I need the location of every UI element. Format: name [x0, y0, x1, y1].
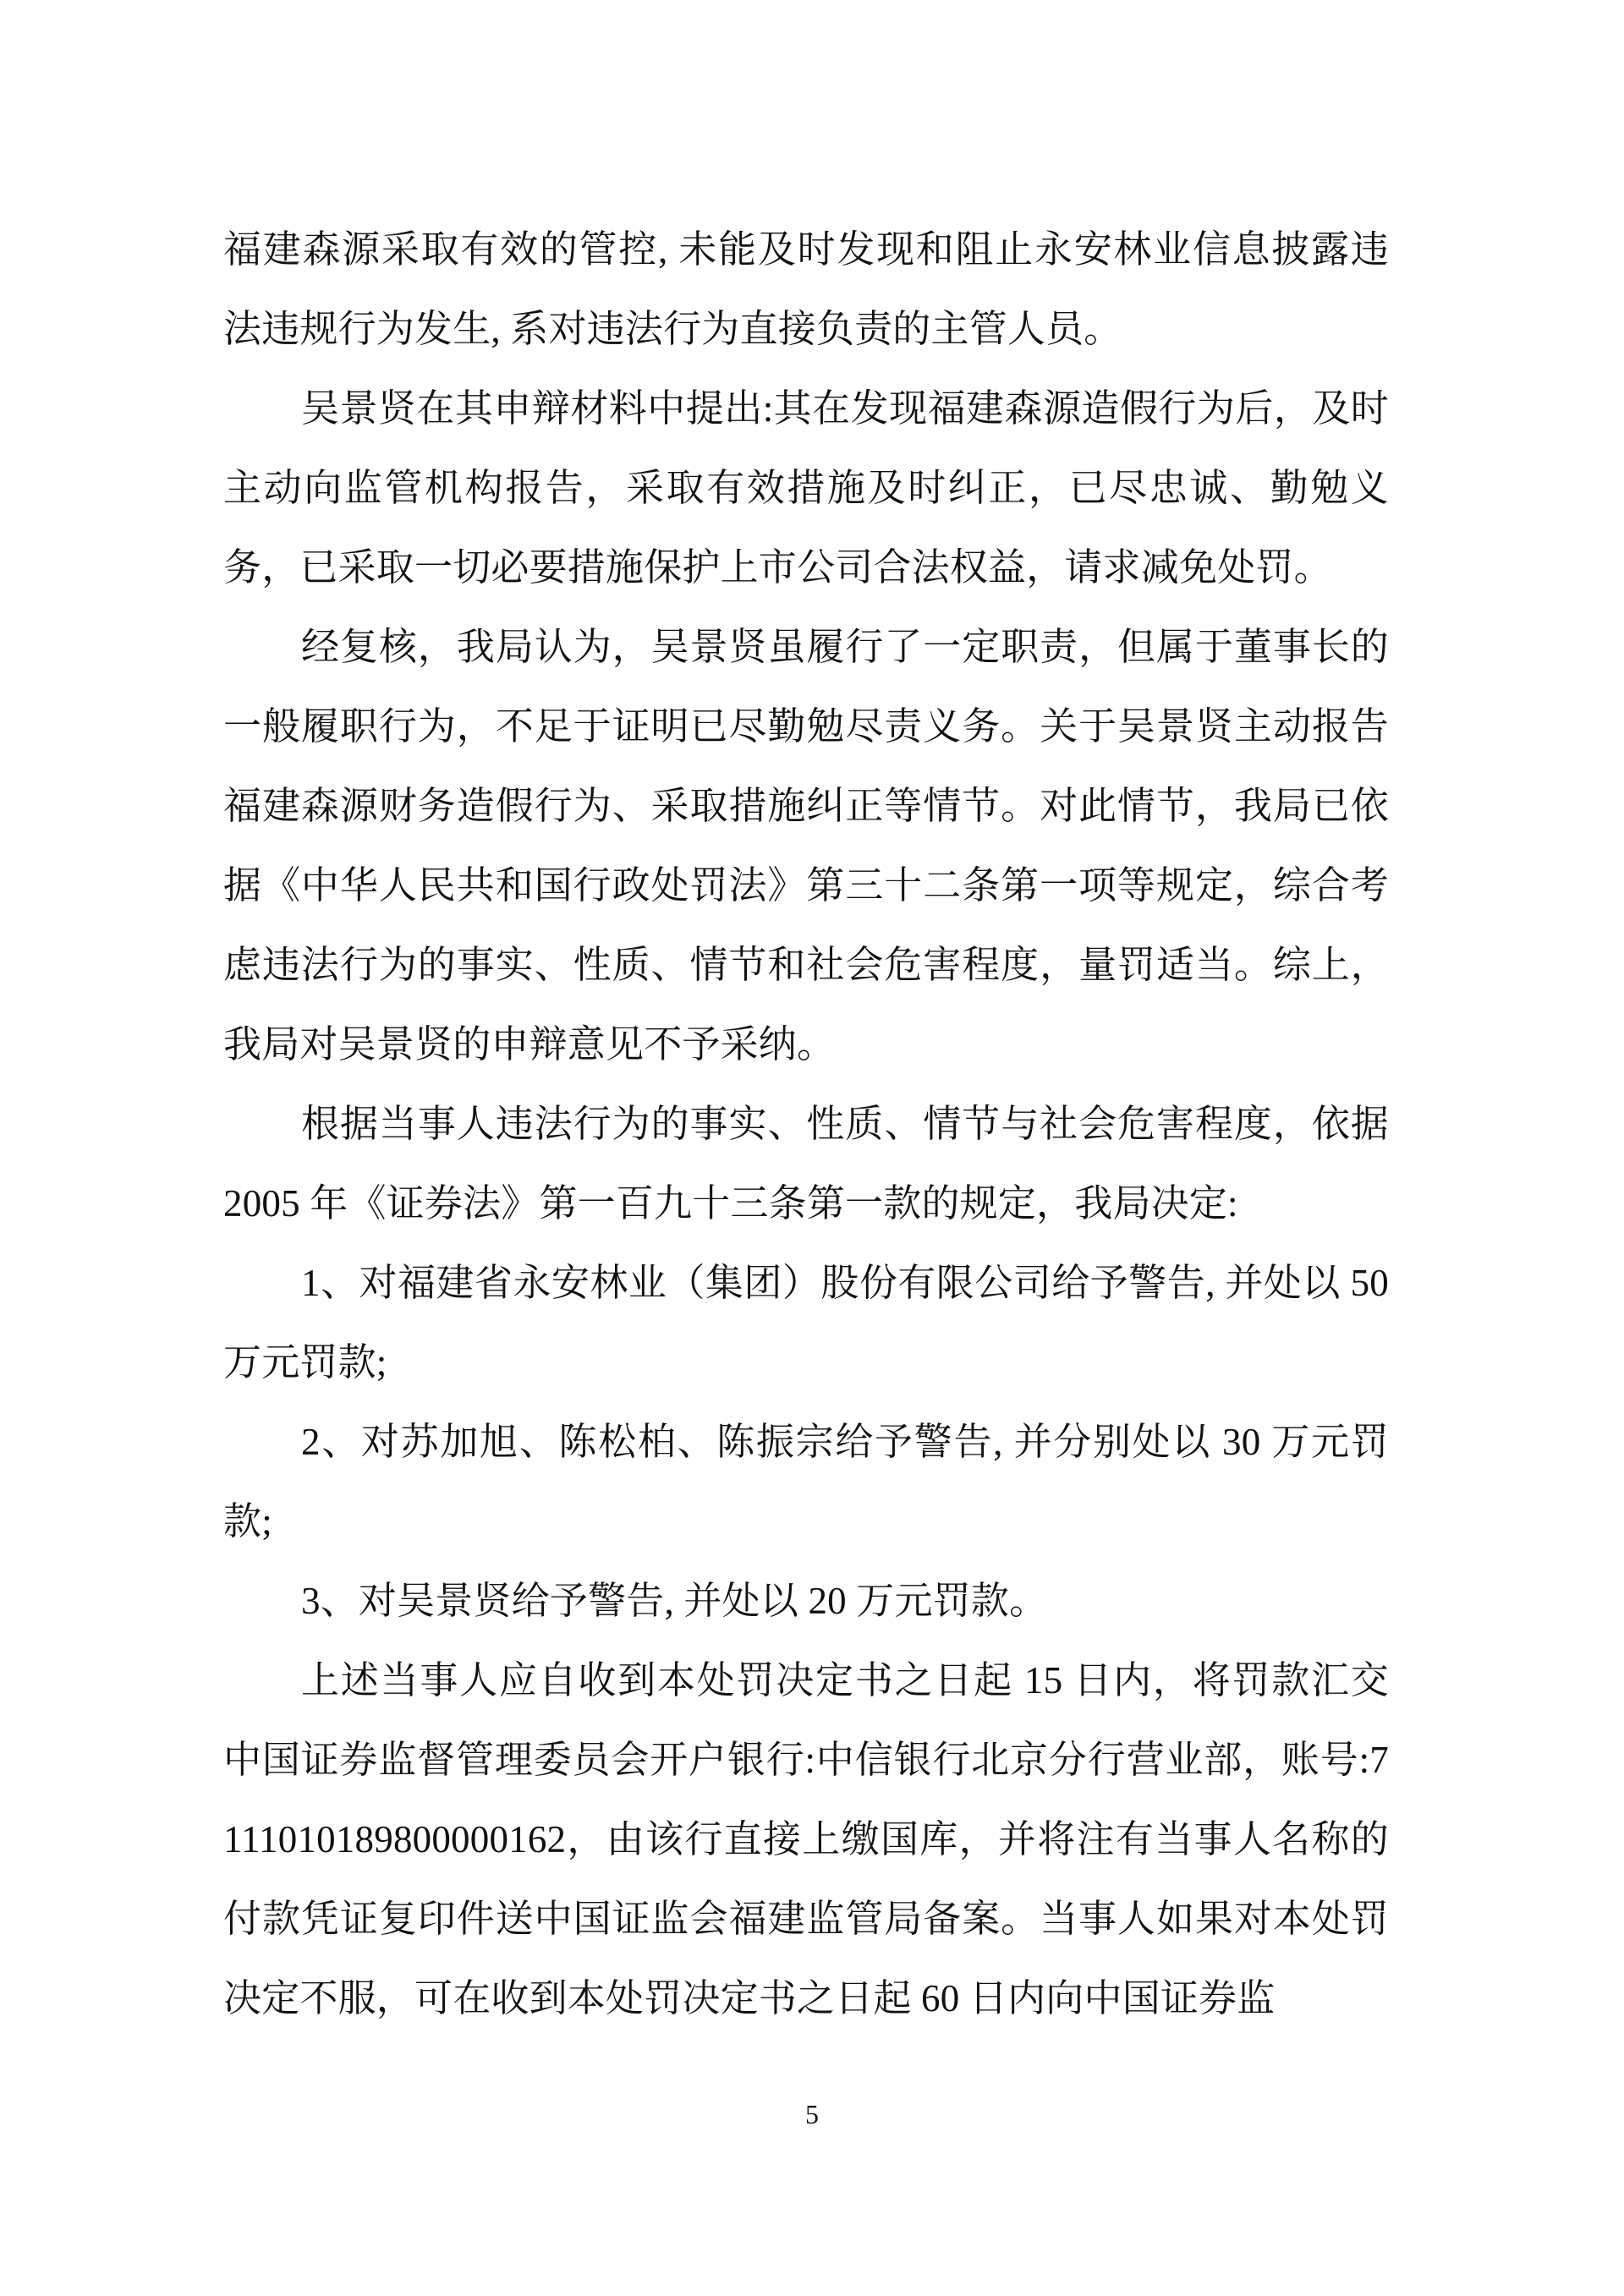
page-number: 5 — [805, 2099, 819, 2129]
paragraph-list-item-3: 3、对吴景贤给予警告, 并处以 20 万元罚款。 — [301, 1580, 1048, 1622]
paragraph-p2: 吴景贤在其申辩材料中提出:其在发现福建森源造假行为后，及时主动向监管机构报告，采取有效措施及时纠正，已尽忠诚、勤勉义务，已采取一切必要措施保护上市公司合法权益，请求减免处罚。 — [223, 387, 1389, 589]
paragraph-list-item-1: 1、对福建省永安林业（集团）股份有限公司给予警告, 并处以 50 万元罚款; — [223, 1262, 1389, 1384]
paragraph-list-item-2: 2、对苏加旭、陈松柏、陈振宗给予警告, 并分别处以 30 万元罚款; — [223, 1421, 1389, 1543]
document-body — [223, 210, 1389, 2038]
paragraph-p1: 福建森源采取有效的管控, 未能及时发现和阻止永安林业信息披露违法违规行为发生, 系对违法行为直接负责的主管人员。 — [223, 228, 1389, 350]
paragraph-p3: 经复核，我局认为，吴景贤虽履行了一定职责，但属于董事长的一般履职行为，不足于证明已尽勤勉尽责义务。关于吴景贤主动报告福建森源财务造假行为、采取措施纠正等情节。对此情节，我局已依据《中华人民共和国行政处罚法》第三十二条第一项等规定，综合考虑违法行为的事实、性质、情节和社会危害程度，量罚适当。综上，我局对吴景贤的申辩意见不予采纳。 — [223, 626, 1389, 1066]
paragraph-p4: 根据当事人违法行为的事实、性质、情节与社会危害程度，依据 2005 年《证券法》第一百九十三条第一款的规定，我局决定: — [223, 1103, 1389, 1225]
paragraph-p8: 上述当事人应自收到本处罚决定书之日起 15 日内，将罚款汇交中国证券监督管理委员会开户银行:中信银行北京分行营业部，账号:7111010189800000162，由该行直接上缴国库，并将注有当事人名称的付款凭证复印件送中国证监会福建监管局备案。当事人如果对本处罚决定不服，可在收到本处罚决定书之日起 60 日内向中国证券监 — [223, 1659, 1389, 2019]
